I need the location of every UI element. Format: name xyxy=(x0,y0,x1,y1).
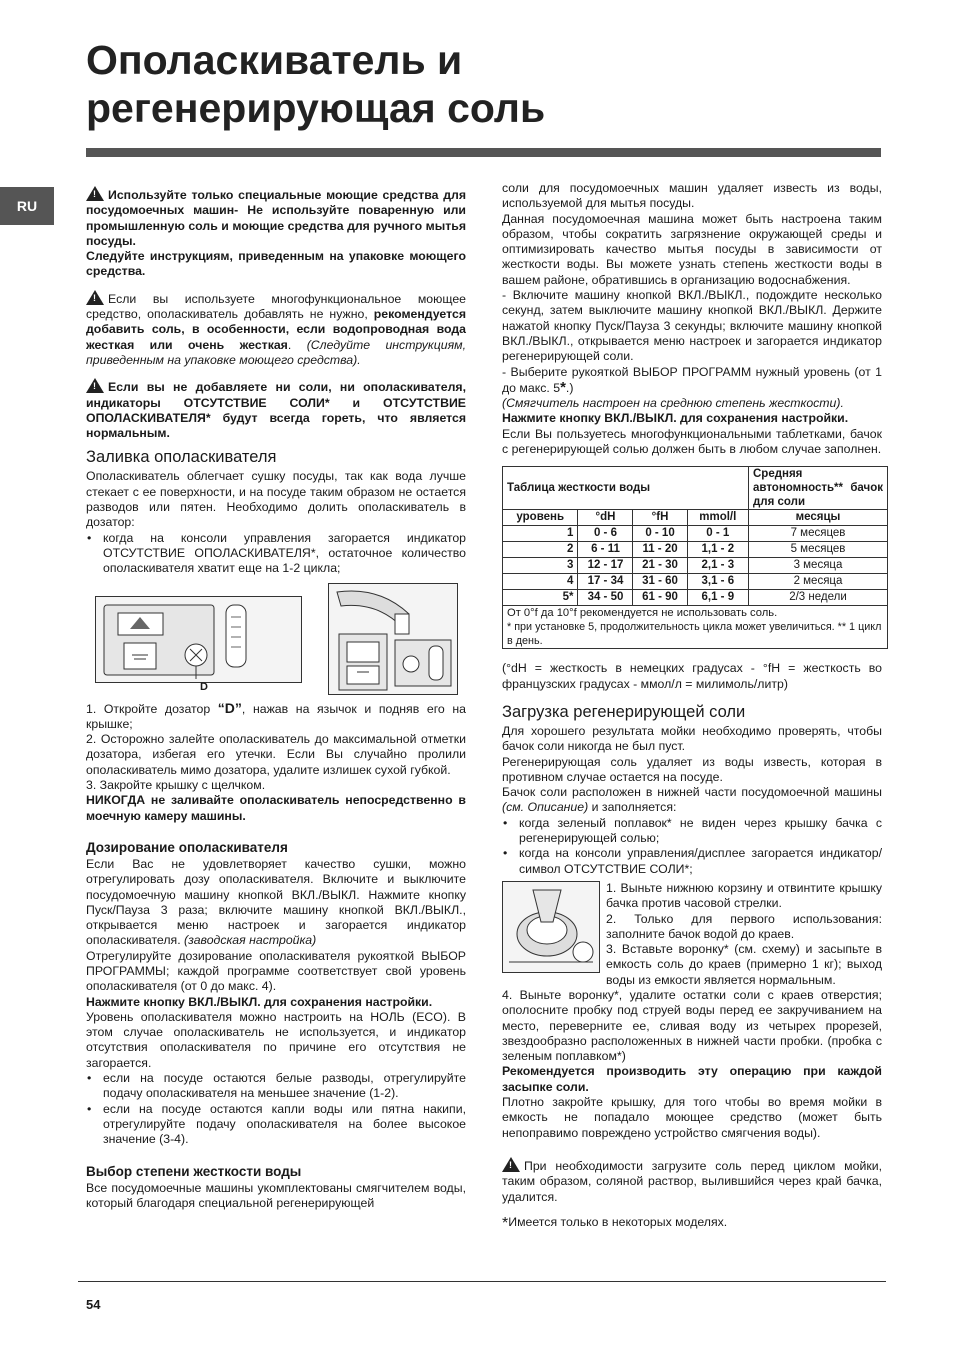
step-3: 3. Закройте крышку с щелчком. xyxy=(86,778,266,793)
warning-icon xyxy=(502,1157,520,1172)
heading-dosing: Дозирование ополаскивателя xyxy=(86,839,288,855)
softener-p2: Данная посудомоечная машина может быть настроена таким образом, чтобы сократить загрязнение окружающей среды и оптимизировать качество мытья посуды в зависимости от жесткости воды. Вы можете узнать степень жесткости воды в вашем районе, обратившись в организацию водоснабжения. xyxy=(502,211,882,287)
warning-icon xyxy=(86,290,104,305)
dosing-save: Нажмите кнопку ВКЛ./ВЫКЛ. для сохранения настройки. xyxy=(86,994,433,1009)
left-column xyxy=(86,186,466,1211)
dispenser-figure xyxy=(95,596,302,683)
softener-default: (Смягчитель настроен на среднюю степень жесткости). xyxy=(502,396,844,411)
salt-step-2: 2. Только для первого использования: заполните бачок водой до краев. xyxy=(606,911,882,941)
warning-salt-before-cycle: !При необходимости загрузите соль перед циклом мойки, таким образом, соляной раствор, вылившийся через край бачка, удалится. xyxy=(502,1157,882,1205)
never-warning: НИКОГДА не заливайте ополаскиватель непосредственно в моечную камеру машины. xyxy=(86,793,466,823)
dosing-p3: Уровень ополаскивателя можно настроить на НОЛЬ (ECO). В этом случае ополаскиватель не используется, и индикатор отсутствия ополаскивателя по причине его отсутствия не загорается. xyxy=(86,1009,466,1070)
table-row: 4 17 - 34 31 - 60 3,1 - 6 2 месяца xyxy=(503,574,888,590)
hardness-table xyxy=(502,466,888,649)
warning-icon xyxy=(86,186,104,201)
list-item: • если на посуде остаются капли воды или пятна накипи, отрегулируйте подачу ополаскивателя на более высокое значение (3-4). xyxy=(86,1102,466,1148)
table-note-1: От 0°f да 10°f рекомендуется не использовать соль. xyxy=(507,607,778,620)
salt-step-3: 3. Вставьте воронку* (см. схему) и засыпьте в емкость соль до краев (примерно 1 кг); выход воды из емкости является нормальным. xyxy=(606,942,882,987)
table-notes xyxy=(503,606,888,649)
salt-p1: Для хорошего результата мойки необходимо проверять, чтобы бачок соли никогда не был пуст. xyxy=(502,723,882,754)
footer-rule xyxy=(78,1281,886,1282)
salt-recommend: Рекомендуется производить эту операцию при каждой засыпке соли. xyxy=(502,1064,882,1094)
right-column xyxy=(502,181,882,1231)
salt-close: Плотно закройте крышку, для того чтобы во время мойки в емкость не попадало моющее средство (может быть непоправимо повреждено устройство смягчения воды). xyxy=(502,1095,882,1140)
hardness-paragraph: Все посудомоечные машины укомплектованы смягчителем воды, который благодаря специальной регенерирующей xyxy=(86,1180,466,1210)
fill-paragraph: Ополаскиватель облегчает сушку посуды, так как вода лучше стекает с ее поверхности, и на посуде таким образом не остается разводов или пятен. Необходимо долить ополаскиватель в дозатор: xyxy=(86,469,466,530)
title-rule xyxy=(86,148,881,157)
salt-steps xyxy=(502,881,882,988)
label-d: D xyxy=(200,680,208,693)
table-row: 3 12 - 17 21 - 30 2,1 - 3 3 месяца xyxy=(503,558,888,574)
table-title: Таблица жесткости воды xyxy=(503,467,749,510)
salt-list xyxy=(502,816,882,877)
page-number: 54 xyxy=(86,1297,101,1312)
softener-save: Нажмите кнопку ВКЛ./ВЫКЛ. для сохранения настройки. xyxy=(502,411,849,426)
filling-figure xyxy=(328,583,458,695)
units-note: (°dH = жесткость в немецких градусах - °fH = жесткость во французских градусах - ммол/л = милимоль/литр) xyxy=(502,661,882,691)
fill-list xyxy=(86,531,466,577)
salt-step-4: 4. Выньте воронку*, удалите остатки соли с краев отверстия; ополосните пробку под струей воды перед ее закручиванием на место, переверните ее, сливая воду из четырех прорезей, звездообразно расположенных в нижней части пробки. (пробка с зеленым поплавком*) xyxy=(502,987,882,1064)
warning-detergent-follow: Следуйте инструкциям, приведенным на упаковке моющего средства. xyxy=(86,249,466,279)
softener-p7: Если Вы пользуетесь многофункциональными таблетками, бачок с регенерирующей солью должен быть в любом случае заполнен. xyxy=(502,426,882,457)
heading-fill-rinse-aid: Заливка ополаскивателя xyxy=(86,448,277,467)
list-item: • когда на консоли управления загорается индикатор ОТСУТСТВИЕ ОПОЛАСКИВАТЕЛЯ*, остаточное количество ополаскивателя хватит еще на 1-2 цикла; xyxy=(86,531,466,577)
language-tab: RU xyxy=(0,187,54,225)
step-1: 1. Откройте дозатор “D”, нажав на язычок и подняв его на крышке; xyxy=(86,699,466,731)
dosing-list xyxy=(86,1071,466,1147)
softener-p4: - Выберите рукояткой ВЫБОР ПРОГРАММ нужный уровень (от 1 до макс. 5*.) xyxy=(502,364,882,396)
salt-funnel-figure xyxy=(502,881,600,973)
table-row: 1 0 - 6 0 - 10 0 - 1 7 месяцев xyxy=(503,526,888,542)
dosing-p1: Если Вас не удовлетворяет качество сушки, можно отрегулировать дозу ополаскивателя. Включите и выключите посудомоечную машину кнопкой ВКЛ./ВЫКЛ. Нажмите кнопку Пуск/Пауза 3 раза; включите машину кнопкой ВКЛ./ВЫКЛ., открывается меню настроек и загорается индикатор ополаскивателя. (заводская настройка) xyxy=(86,856,466,948)
heading-load-salt: Загрузка регенерирующей соли xyxy=(502,702,746,721)
warning-detergent: !Используйте только специальные моющие средства для посудомоечных машин- Не используйте поваренную или промышленную соль и моющие средства для ручного мытья посуды. xyxy=(86,186,466,249)
heading-hardness: Выбор степени жесткости воды xyxy=(86,1163,302,1179)
salt-step-1: 1. Выньте нижнюю корзину и отвинтите крышку бачка против часовой стрелки. xyxy=(606,880,882,911)
table-autonomy-header: Средняя автономность** бачок для соли xyxy=(749,467,888,510)
table-row: 5* 34 - 50 61 - 90 6,1 - 9 2/3 недели xyxy=(503,590,888,606)
list-item: • когда на консоли управления/дисплее загорается индикатор/символ ОТСУТСТВИЕ СОЛИ*; xyxy=(502,846,882,877)
dosing-p2: Отрегулируйте дозирование ополаскивателя рукояткой ВЫБОР ПРОГРАММЫ; каждой программе соответствует свой уровень ополаскивателя (от 0 до макс. 4). xyxy=(86,948,466,994)
list-item: • если на посуде остаются белые разводы, отрегулируйте подачу ополаскивателя на меньшее значение (1-2). xyxy=(86,1071,466,1102)
table-note-2: * при установке 5, продолжительность цикла может увеличиться. ** 1 цикл в день. xyxy=(507,621,882,648)
step-2: 2. Осторожно залейте ополаскиватель до максимальной отметки дозатора, избегая его утечки. Если Вы случайно пролили ополаскиватель мимо дозатора, удалите излишек сухой губкой. xyxy=(86,732,466,777)
warning-multifunction: !Если вы используете многофункциональное моющее средство, ополаскиватель добавлять не нужно, рекомендуется добавить соль, в особенности, если водопроводная вода жесткая или очень жесткая. (Следуйте инструкциям, приведенным на упаковке моющего средства). xyxy=(86,290,466,368)
softener-p3: - Включите машину кнопкой ВКЛ./ВЫКЛ., подождите несколько секунд, затем выключите машину кнопкой ВКЛ./ВЫКЛ. Держите нажатой кнопку Пуск/Пауза 3 секунды; включите машину кнопкой ВКЛ./ВЫКЛ., открывается меню настроек и загорается индикатор регенерирующей соли. xyxy=(502,288,882,364)
warning-indicators: !Если вы не добавляете ни соли, ни ополаскивателя, индикаторы ОТСУТСТВИЕ СОЛИ* и ОТСУТСТВИЕ ОПОЛАСКИВАТЕЛЯ* будут всегда гореть, что является нормальным. xyxy=(86,378,466,441)
salt-p2: Регенерирующая соль удаляет из воды известь, которая в противном случае остается на посуде. xyxy=(502,754,882,784)
table-header-row: уровень °dH °fH mmol/l месяцы xyxy=(503,510,888,526)
salt-p3: Бачок соли расположен в нижней части посудомоечной машины (см. Описание) и заполняется: xyxy=(502,785,882,815)
table-row: 2 6 - 11 11 - 20 1,1 - 2 5 месяцев xyxy=(503,542,888,558)
title-line-1: Ополаскиватель и xyxy=(86,37,463,83)
list-item: • когда зеленый поплавок* не виден через крышку бачка с регенерирующей солью; xyxy=(502,816,882,847)
rinse-aid-figures xyxy=(86,583,466,695)
footnote: *Имеется только в некоторых моделях. xyxy=(502,1214,728,1232)
softener-p1: соли для посудомоечных машин удаляет известь из воды, используемой для мытья посуды. xyxy=(502,181,882,211)
title-line-2: регенерирующая соль xyxy=(86,85,546,131)
page-title xyxy=(86,36,545,132)
warning-icon xyxy=(86,378,104,393)
